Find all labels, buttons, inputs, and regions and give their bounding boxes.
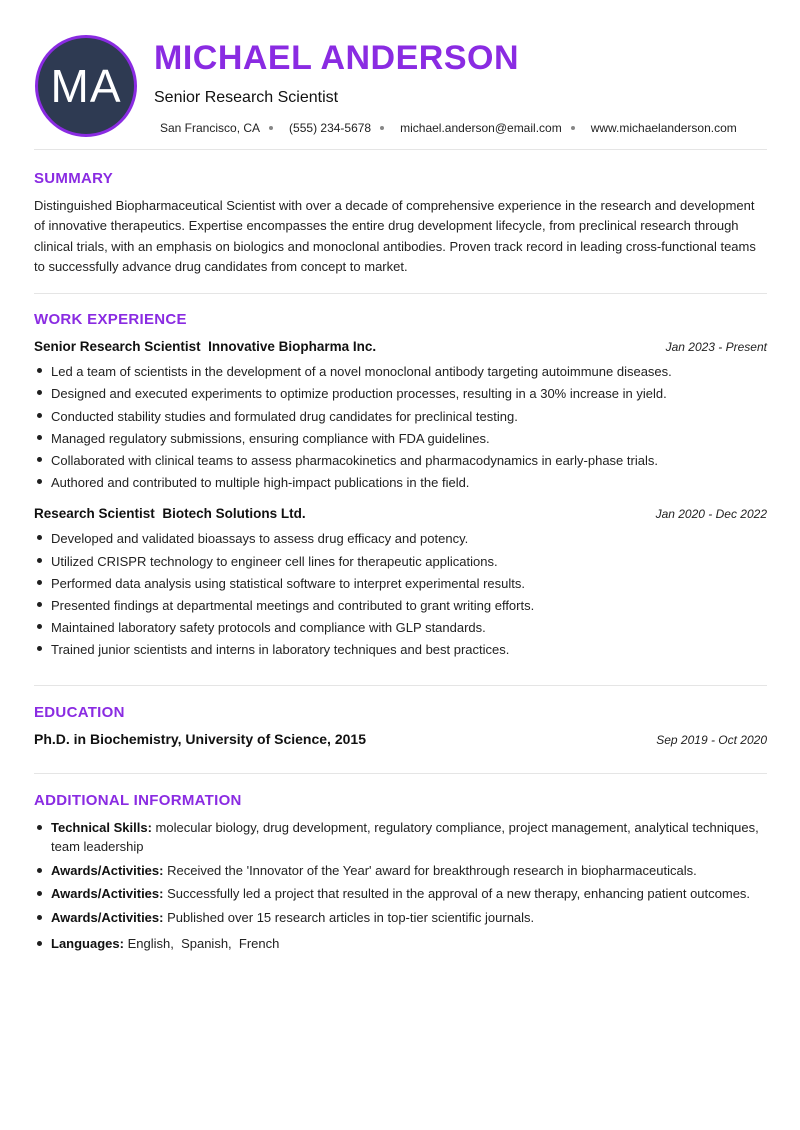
job-role-company [34,339,376,354]
candidate-name: MICHAEL ANDERSON [154,39,520,77]
list-item: Maintained laboratory safety protocols and compliance with GLP standards. [34,617,767,639]
list-item: Managed regulatory submissions, ensuring compliance with FDA guidelines. [34,428,767,450]
list-item: Utilized CRISPR technology to engineer cell lines for therapeutic applications. [34,551,767,573]
item-label: Awards/Activities: [51,909,164,925]
resume-header [34,0,767,150]
job-dates: Jan 2020 - Dec 2022 [655,507,767,522]
item-text: molecular biology, drug development, regulatory compliance, project management, analytical techniques, team leadership [51,819,759,854]
education-degree: Ph.D. in Biochemistry, University of Science, 2015 [34,730,366,747]
list-item [34,818,767,856]
bullet-separator-icon [380,126,384,130]
list-item [34,908,767,927]
job-header [34,506,767,521]
job-bullets [34,361,767,494]
education-section [34,686,767,774]
bullet-separator-icon [571,126,575,130]
job-entry [34,339,767,494]
additional-section [34,774,767,953]
job-header [34,339,767,354]
job-entry [34,506,767,661]
job-role: Senior Research Scientist [34,339,201,355]
list-item [34,861,767,880]
list-item: Conducted stability studies and formulated drug candidates for preclinical testing. [34,406,767,428]
additional-list [34,818,767,953]
contact-location: San Francisco, CA [160,121,261,135]
section-heading: ADDITIONAL INFORMATION [34,791,242,809]
avatar: MA [35,35,137,137]
job-bullets [34,528,767,661]
job-company: Innovative Biopharma Inc. [208,339,377,355]
summary-text: Distinguished Biopharmaceutical Scientist with over a decade of comprehensive experience in the research and development of innovative therapeutics. Expertise encompasses the entire drug development lifecycle, from preclinical research through clinical trials, with an emphasis on biologics and monoclonal antibodies. Proven track record in leading cross-functional teams to successfully advance drug candidates from concept to market. [34,198,756,274]
job-role: Research Scientist [34,506,155,522]
list-item: Presented findings at departmental meetings and contributed to grant writing efforts. [34,595,767,617]
list-item: Developed and validated bioassays to assess drug efficacy and potency. [34,528,767,550]
item-label: Technical Skills: [51,819,152,835]
item-label: Awards/Activities: [51,885,164,901]
list-item: Trained junior scientists and interns in laboratory techniques and best practices. [34,639,767,661]
bullet-separator-icon [269,126,273,130]
item-text: Received the 'Innovator of the Year' award for breakthrough research in biopharmaceuticals. [167,862,697,878]
list-item [34,934,767,953]
section-heading: SUMMARY [34,170,114,187]
job-role-company [34,506,306,521]
list-item: Led a team of scientists in the development of a novel monoclonal antibody targeting autoimmune diseases. [34,361,767,383]
list-item: Designed and executed experiments to optimize production processes, resulting in a 30% increase in yield. [34,383,767,405]
contact-website[interactable]: www.michaelanderson.com [590,121,737,135]
list-item: Performed data analysis using statistical software to interpret experimental results. [34,573,767,595]
experience-section [34,294,767,685]
contact-info [160,121,737,135]
contact-email[interactable]: michael.anderson@email.com [400,121,562,135]
contact-phone: (555) 234-5678 [289,121,372,135]
education-entry [34,731,767,747]
list-item: Collaborated with clinical teams to assess pharmacokinetics and pharmacodynamics in early-phase trials. [34,450,767,472]
summary-section [34,150,767,294]
list-item [34,884,767,903]
item-label: Languages: [51,935,124,951]
job-company: Biotech Solutions Ltd. [162,506,306,522]
job-dates: Jan 2023 - Present [665,340,767,355]
section-heading: WORK EXPERIENCE [34,311,187,329]
candidate-title: Senior Research Scientist [154,89,339,106]
list-item: Authored and contributed to multiple high-impact publications in the field. [34,472,767,494]
section-heading: EDUCATION [34,703,125,721]
item-label: Awards/Activities: [51,862,164,878]
education-dates: Sep 2019 - Oct 2020 [656,732,767,747]
item-text: English, Spanish, French [127,935,280,951]
item-text: Published over 15 research articles in top-tier scientific journals. [167,909,535,925]
item-text: Successfully led a project that resulted in the approval of a new therapy, enhancing patient outcomes. [167,885,751,901]
